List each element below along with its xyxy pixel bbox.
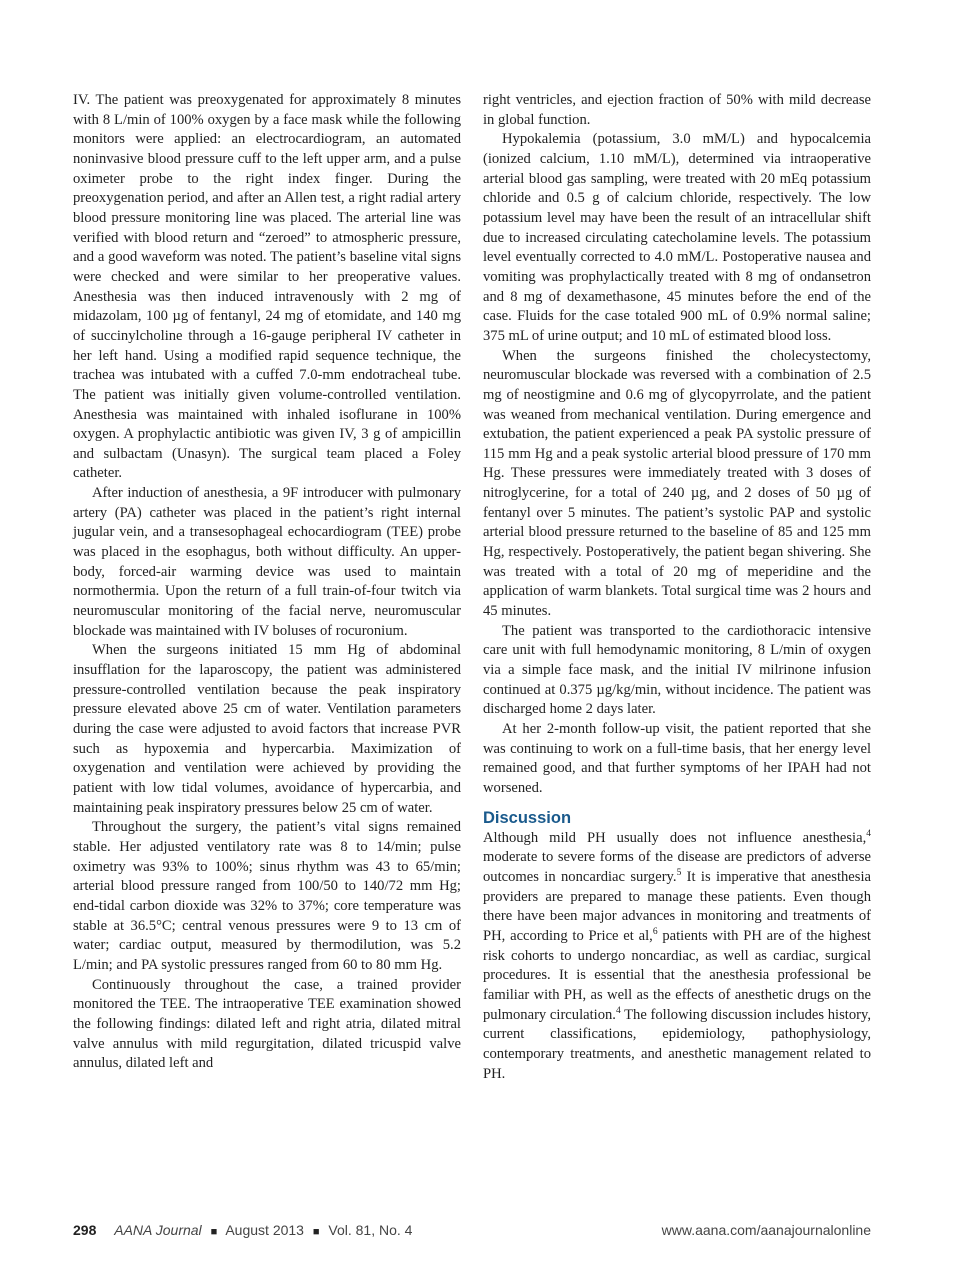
separator-square-icon: ■ bbox=[210, 1226, 218, 1238]
paragraph-icu-transport: The patient was transported to the cardiothoracic intensive care unit with full hemodynamic monitoring, 8 L/min of oxygen via a simple face mask, and the initial IV milrinone infusion continued at 0.375 µg/kg/min, without incidence. The patient was discharged home 2 days later. bbox=[483, 622, 871, 718]
paragraph-discussion-intro bbox=[483, 829, 871, 1085]
paragraph-anesthesia-induction: IV. The patient was preoxygenated for approximately 8 minutes with 8 L/min of 100% oxygen by a face mask while the following monitors were applied: an electrocardiogram, an automated noninvasive blood pressure cuff to the left upper arm, and a pulse oximeter probe to the right index finger. During the preoxygenation period, and after an Allen test, a right radial artery blood pressure monitoring line was placed. The arterial line was verified with blood return and “zeroed” to atmospheric pressure, and a good waveform was noted. The patient’s baseline vital signs were checked and were similar to her preoperative values. Anesthesia was then induced intravenously with 2 mg of midazolam, 100 µg of fentanyl, 24 mg of etomidate, and 140 mg of succinylcholine through a 16-gauge peripheral IV catheter in her left hand. Using a modified rapid sequence technique, the trachea was intubated with a cuffed 7.0-mm endotracheal tube. The patient was initially given volume-controlled ventilation. Anesthesia was maintained with inhaled isoflurane in 100% oxygen. A prophylactic antibiotic was given IV, 3 g of ampicillin and sulbactam (Unasyn). The surgical team placed a Foley catheter. bbox=[73, 92, 461, 482]
paragraph-follow-up: At her 2-month follow-up visit, the patient reported that she was continuing to work on a full-time basis, that her energy level remained good, and that further symptoms of her IPAH had not worsened. bbox=[483, 721, 871, 796]
journal-website: www.aana.com/aanajournalonline bbox=[661, 1222, 871, 1238]
discussion-text: patients with PH are of the highest risk cohorts to undergo noncardiac, as well as cardiac, surgical procedures. It is essential that the anesthesia professional be familiar with PH, as well as the effects of anesthetic drugs on the pulmonary circulation. bbox=[483, 927, 871, 1023]
footer-citation bbox=[73, 1222, 412, 1238]
paragraph-tee-continued: right ventricles, and ejection fraction of 50% with mild decrease in global function. bbox=[483, 92, 871, 128]
page-number: 298 bbox=[73, 1222, 97, 1238]
discussion-text: moderate to severe forms of the disease are predictors of adverse outcomes in noncardiac surgery. bbox=[483, 849, 871, 885]
page-footer bbox=[73, 1222, 871, 1242]
journal-name: AANA Journal bbox=[114, 1222, 202, 1238]
issue-date: August 2013 bbox=[225, 1222, 304, 1238]
citation-6: 6 bbox=[652, 926, 658, 937]
discussion-heading: Discussion bbox=[483, 808, 572, 827]
citation-5: 5 bbox=[676, 867, 682, 878]
discussion-text: Although mild PH usually does not influence anesthesia, bbox=[483, 829, 867, 846]
paragraph-electrolytes-fluids: Hypokalemia (potassium, 3.0 mM/L) and hypocalcemia (ionized calcium, 1.10 mM/L), determined via intraoperative arterial blood gas sampling, were treated with 20 mEq potassium chloride and 0.5 g of calcium chloride, respectively. The low potassium level may have been the result of an intracellular shift due to increased circulating catecholamine levels. The potassium level eventually corrected to 4.0 mM/L. Postoperative nausea and vomiting was prophylactically treated with 8 mg of ondansetron and 8 mg of dexamethasone, 45 minutes before the end of the case. Fluids for the case totaled 900 mL of 0.9% normal saline; 375 mL of urine output; and 10 mL of estimated blood loss. bbox=[483, 131, 871, 344]
paragraph-tee-findings: Continuously throughout the case, a trained provider monitored the TEE. The intraoperative TEE examination showed the following findings: dilated left and right atria, dilated mitral valve annulus with mild regurgitation, dilated tricuspid valve annulus, dilated left and bbox=[73, 976, 461, 1072]
paragraph-insufflation-ventilation: When the surgeons initiated 15 mm Hg of abdominal insufflation for the laparoscopy, the patient was administered pressure-controlled ventilation because the peak inspiratory pressure elevated above 25 cm of water. Ventilation parameters during the case were adjusted to avoid factors that increase PVR such as hypoxemia and hypercarbia. Maximization of oxygenation and ventilation were achieved by providing the patient with low tidal volumes, avoidance of hypercarbia, and maintaining peak inspiratory pressures below 25 cm of water. bbox=[73, 642, 461, 816]
volume-issue: Vol. 81, No. 4 bbox=[328, 1222, 413, 1238]
discussion-text: The following discussion includes history, current classifications, epidemiology, pathophysiology, contemporary treatments, and anesthetic management related to PH. bbox=[483, 1006, 871, 1082]
left-column bbox=[73, 91, 461, 1074]
right-column bbox=[483, 91, 871, 1084]
paragraph-vital-signs: Throughout the surgery, the patient’s vital signs remained stable. Her adjusted ventilatory rate was 8 to 14/min; pulse oximetry was 93% to 100%; sinus rhythm was 43 to 65/min; arterial blood pressure ranged from 100/50 to 140/72 mm Hg; end-tidal carbon dioxide was 32% to 37%; core temperature was stable at 36.5°C; central venous pressures were 9 to 13 cm of water; cardiac output, measured by thermodilution, was 5.2 L/min; and PA systolic pressures ranged from 60 to 80 mm Hg. bbox=[73, 819, 461, 973]
paragraph-emergence-extubation: When the surgeons finished the cholecystectomy, neuromuscular blockade was reversed with a combination of 2.5 mg of neostigmine and 0.6 mg of glycopyrrolate, and the patient was weaned from mechanical ventilation. During emergence and extubation, the patient experienced a peak PA systolic pressure of 115 mm Hg and a peak systolic arterial blood pressure of 170 mm Hg. These pressures were immediately treated with 3 doses of nitroglycerine, for a total of 240 µg, and 2 doses of 50 µg of fentanyl over 5 minutes. The patient’s systolic PAP and systolic arterial blood pressure returned to the baseline of 85 and 125 mm Hg, respectively. Postoperatively, the patient began shivering. She was treated with a total of 20 mg of meperidine and the application of warm blankets. Total surgical time was 2 hours and 45 minutes. bbox=[483, 347, 871, 620]
paragraph-pa-catheter-tee: After induction of anesthesia, a 9F introducer with pulmonary artery (PA) catheter was placed in the patient’s right internal jugular vein, and a transesophageal echocardiogram (TEE) probe was placed in the esophagus, both without difficulty. An upper-body, forced-air warming device was used to maintain normothermia. Upon the return of a full train-of-four twitch via neuromuscular monitoring of the facial nerve, neuromuscular blockade was maintained with IV boluses of rocuronium. bbox=[73, 485, 461, 639]
discussion-text: It is imperative that anesthesia providers are prepared to manage these patients. Even though there have been major advances in monitoring and treatments of PH, according to Price et al, bbox=[483, 868, 871, 944]
citation-4: 4 bbox=[866, 828, 871, 839]
citation-4: 4 bbox=[615, 1005, 621, 1016]
separator-square-icon: ■ bbox=[312, 1226, 320, 1238]
